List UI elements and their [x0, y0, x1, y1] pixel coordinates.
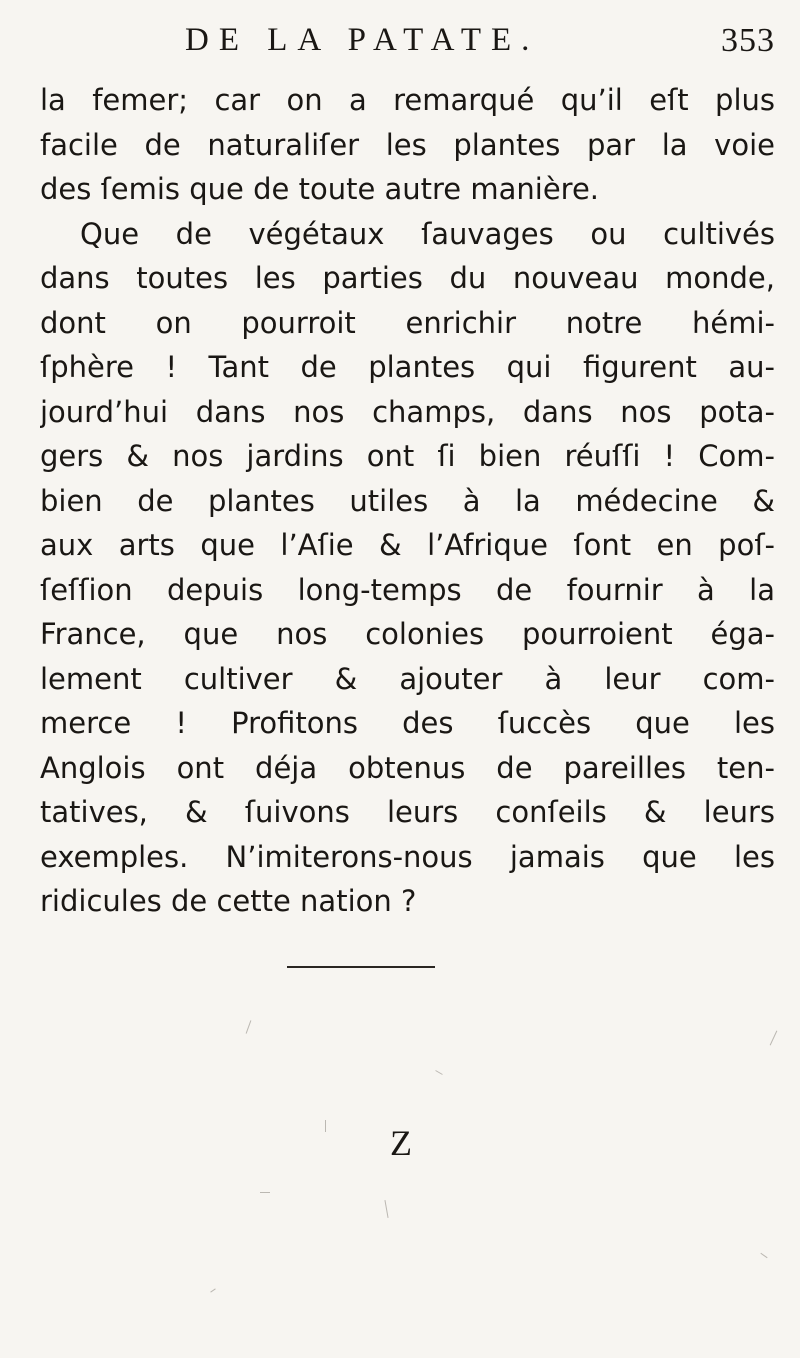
text-line: Que de végétaux ſauvages ou cultivés	[80, 216, 775, 251]
text-line: exemples. N’imiterons-nous jamais que les	[40, 839, 775, 874]
text-line: bien de plantes utiles à la médecine &	[40, 483, 775, 518]
text-line: aux arts que l’Aſie & l’Afrique ſont en poſ-	[40, 528, 775, 562]
paper-speck	[760, 1253, 767, 1258]
body-text	[40, 78, 775, 924]
running-title: DE LA PATATE.	[185, 22, 540, 58]
page-number: 353	[721, 22, 775, 59]
paper-speck	[210, 1288, 215, 1292]
text-line: ſphère ! Tant de plantes qui figurent au-	[40, 350, 775, 384]
paper-speck	[435, 1070, 442, 1075]
text-line: la femer; car on a remarqué qu’il eſt plus	[40, 83, 775, 117]
paper-speck	[260, 1192, 270, 1193]
paper-speck	[384, 1200, 388, 1218]
section-rule	[287, 966, 435, 968]
text-line: France, que nos colonies pourroient éga-	[40, 617, 775, 651]
text-line: lement cultiver & ajouter à leur com-	[40, 661, 775, 696]
paper-speck	[770, 1031, 778, 1046]
paper-speck	[325, 1120, 326, 1132]
text-line: facile de naturaliſer les plantes par la voie	[40, 127, 775, 162]
text-line: ridicules de cette nation ?	[40, 884, 417, 918]
text-line: jourd’hui dans nos champs, dans nos pota-	[40, 394, 775, 429]
text-line: tatives, & ſuivons leurs conſeils & leurs	[40, 795, 775, 829]
paper-speck	[246, 1020, 252, 1033]
text-line: ſeſſion depuis long-temps de fournir à la	[40, 572, 775, 607]
text-line: Anglois ont déja obtenus de pareilles ten-	[40, 750, 775, 785]
text-line: merce ! Profitons des ſuccès que les	[40, 706, 775, 740]
text-line: dans toutes les parties du nouveau monde,	[40, 261, 775, 295]
signature-mark: Z	[390, 1123, 412, 1163]
text-line: dont on pourroit enrichir notre hémi-	[40, 305, 775, 340]
text-line: gers & nos jardins ont ſi bien réuſſi ! Com-	[40, 439, 775, 473]
text-line: des ſemis que de toute autre manière.	[40, 172, 600, 206]
running-head	[185, 22, 775, 66]
